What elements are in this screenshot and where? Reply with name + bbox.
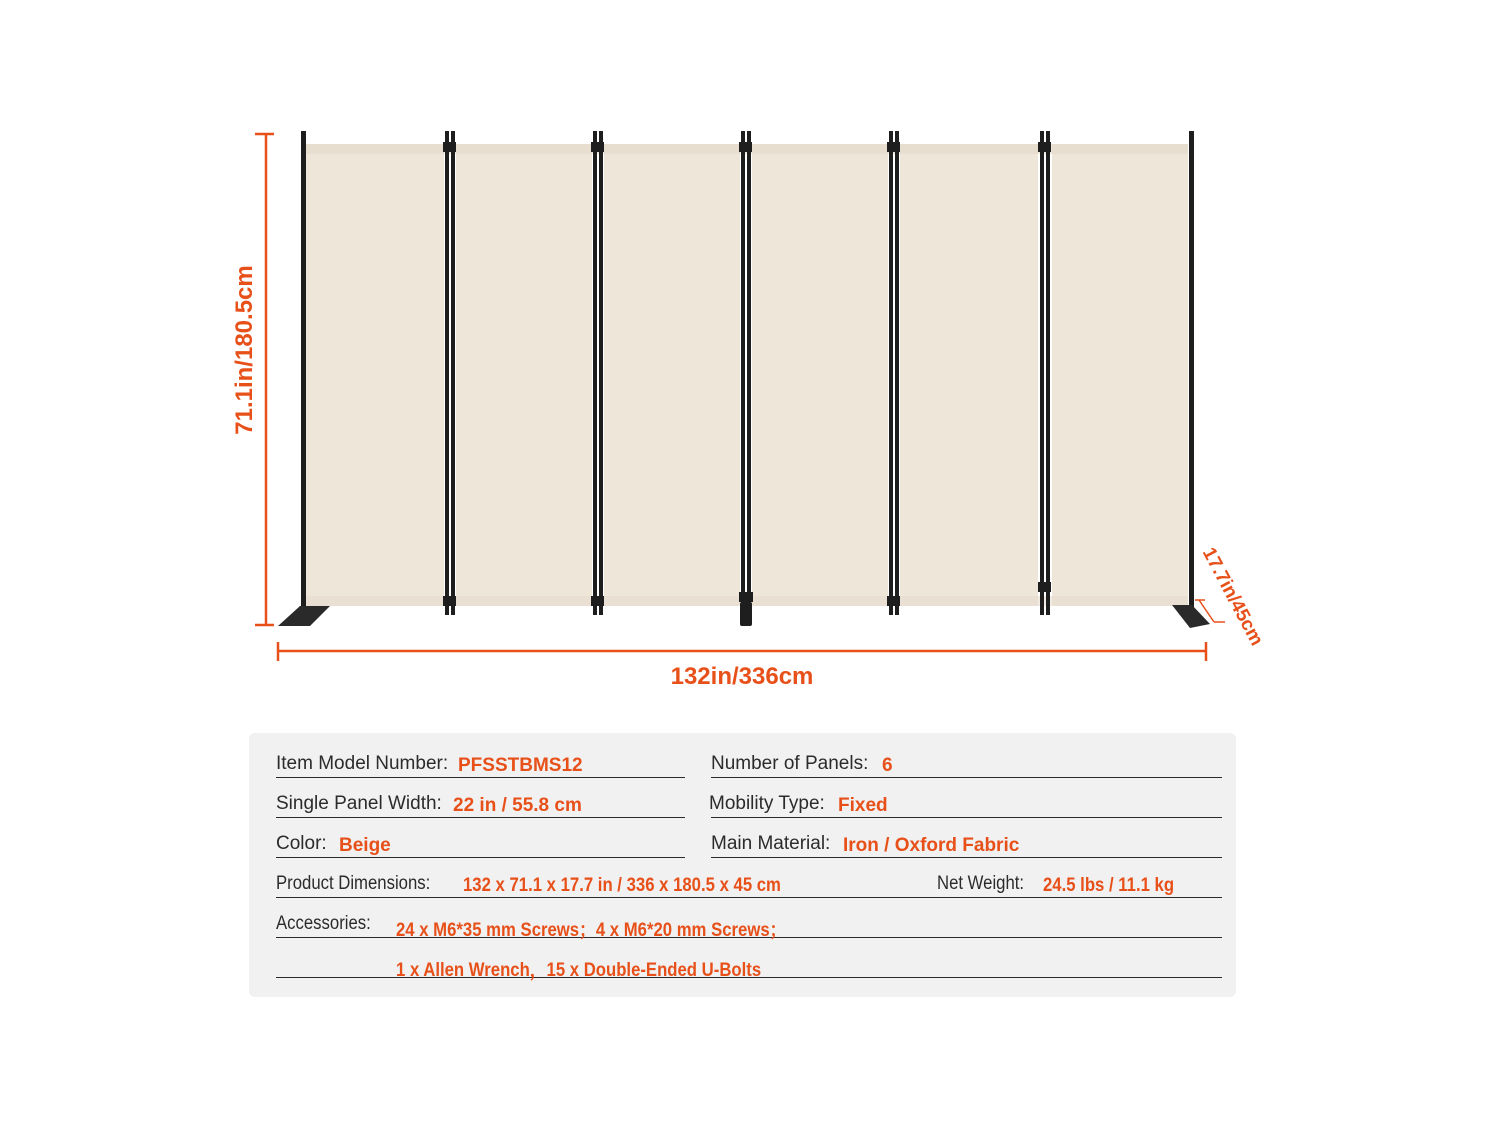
left-foot [278,606,330,626]
spec-value: 132 x 71.1 x 17.7 in / 336 x 180.5 x 45 cm [463,875,781,896]
spec-label: Color: [276,833,327,854]
spec-value: PFSSTBMS12 [458,755,583,776]
spec-value: 24 x M6*35 mm Screws；4 x M6*20 mm Screws； [396,920,787,941]
spec-label: Single Panel Width: [276,793,442,814]
depth-dimension-label: 17.7in/45cm [1197,544,1268,650]
spec-label-weight: Net Weight: [937,873,1025,894]
specifications-table [249,733,1236,997]
spec-value: Fixed [838,795,888,816]
spec-row-panel-width [276,777,685,818]
width-dimension-label: 132in/336cm [670,663,814,690]
spec-row-color [276,817,685,858]
spec-row-material [711,817,1222,858]
spec-label: Main Material: [711,833,831,854]
spec-row-accessories-cont [276,937,1222,981]
spec-label: Accessories: [276,913,371,934]
spec-row-model [276,737,685,778]
spec-value: 22 in / 55.8 cm [453,795,582,816]
spec-row-accessories [276,897,1222,941]
spec-row-panels [711,737,1222,778]
spec-value: Beige [339,835,391,856]
spec-row-dimensions [276,857,1222,898]
spec-label: Product Dimensions: [276,873,431,894]
spec-label: Item Model Number: [276,753,449,774]
spec-row-mobility [711,777,1222,818]
spec-value-weight: 24.5 lbs / 11.1 kg [1043,875,1175,896]
spec-label: Number of Panels: [711,753,869,774]
spec-value: Iron / Oxford Fabric [843,835,1020,856]
height-dimension-label: 71.1in/180.5cm [231,265,258,435]
spec-label: Mobility Type: [709,793,825,814]
spec-value: 1 x Allen Wrench，15 x Double-Ended U-Bolts [396,960,762,981]
spec-value: 6 [882,755,893,776]
